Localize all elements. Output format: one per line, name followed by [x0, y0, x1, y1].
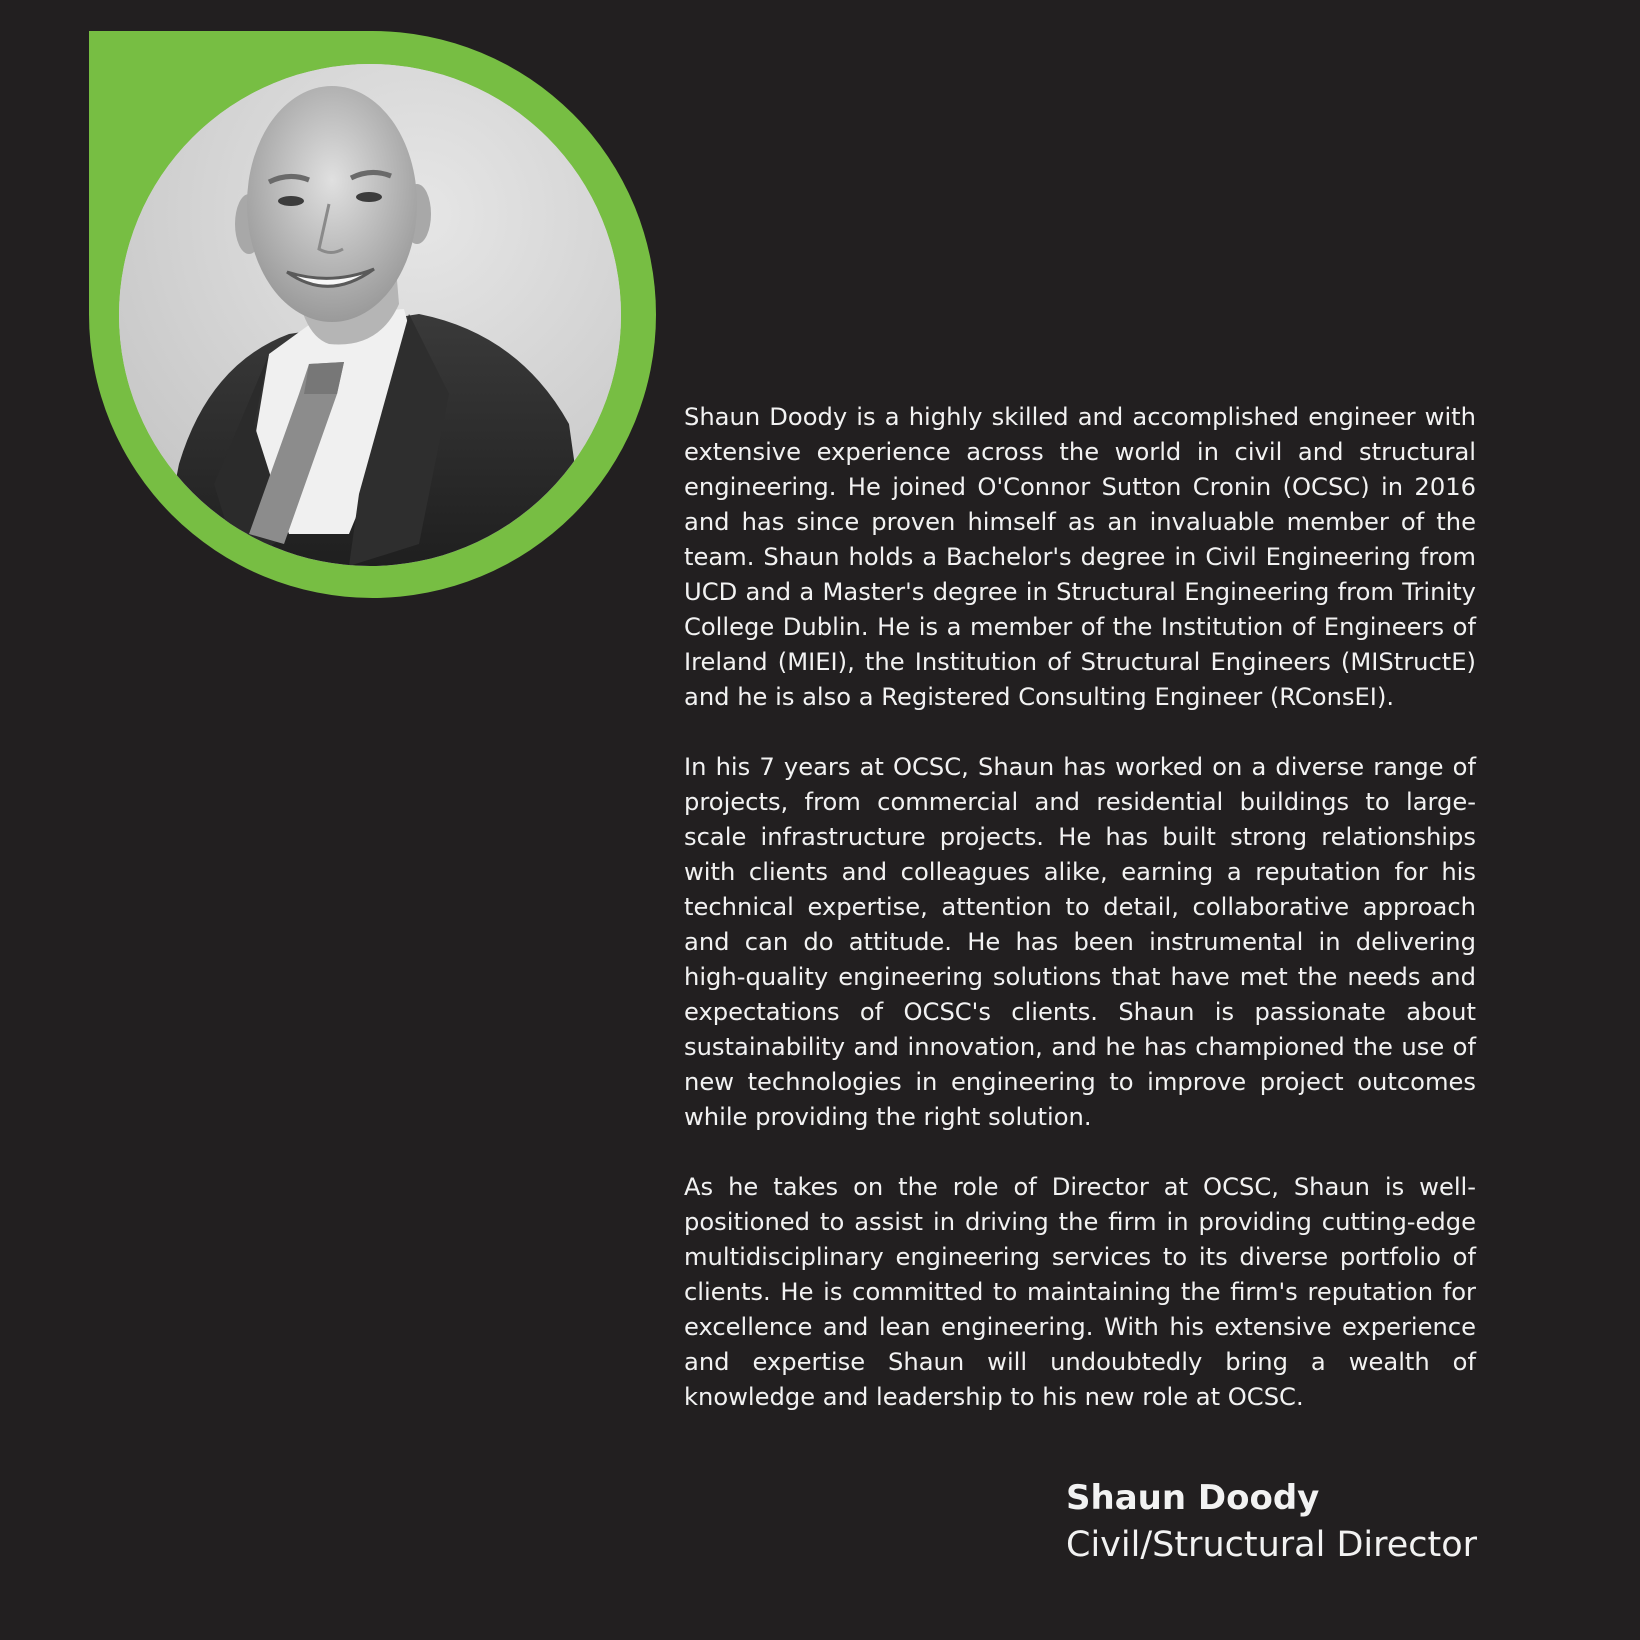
person-portrait-icon	[119, 64, 621, 566]
person-title: Civil/Structural Director	[1066, 1525, 1478, 1565]
bio-text	[684, 400, 1476, 1450]
bio-paragraph: As he takes on the role of Director at OCSC, Shaun is well-positioned to assist in driving the firm in providing cutting-edge multidisciplinary engineering services to its diverse portfolio of clients. He is committed to maintaining the firm's reputation for excellence and lean engineering. With his extensive experience and expertise Shaun will undoubtedly bring a wealth of knowledge and leadership to his new role at OCSC.	[684, 1173, 1476, 1411]
signature-block	[1066, 1475, 1477, 1569]
person-name: Shaun Doody	[1066, 1478, 1320, 1518]
portrait-photo	[119, 64, 621, 566]
portrait-frame	[89, 31, 656, 598]
bio-paragraph: Shaun Doody is a highly skilled and accomplished engineer with extensive experience across the world in civil and structural engineering. He joined O'Connor Sutton Cronin (OCSC) in 2016 and has since proven himself as an invaluable member of the team. Shaun holds a Bachelor's degree in Civil Engineering from UCD and a Master's degree in Structural Engineering from Trinity College Dublin. He is a member of the Institution of Engineers of Ireland (MIEI), the Institution of Structural Engineers (MIStructE) and he is also a Registered Consulting Engineer (RConsEI).	[684, 403, 1476, 711]
bio-paragraph: In his 7 years at OCSC, Shaun has worked on a diverse range of projects, from commercial and residential buildings to large-scale infrastructure projects. He has built strong relationships with clients and colleagues alike, earning a reputation for his technical expertise, attention to detail, collaborative approach and can do attitude. He has been instrumental in delivering high-quality engineering solutions that have met the needs and expectations of OCSC's clients. Shaun is passionate about sustainability and innovation, and he has championed the use of new technologies in engineering to improve project outcomes while providing the right solution.	[684, 753, 1476, 1131]
